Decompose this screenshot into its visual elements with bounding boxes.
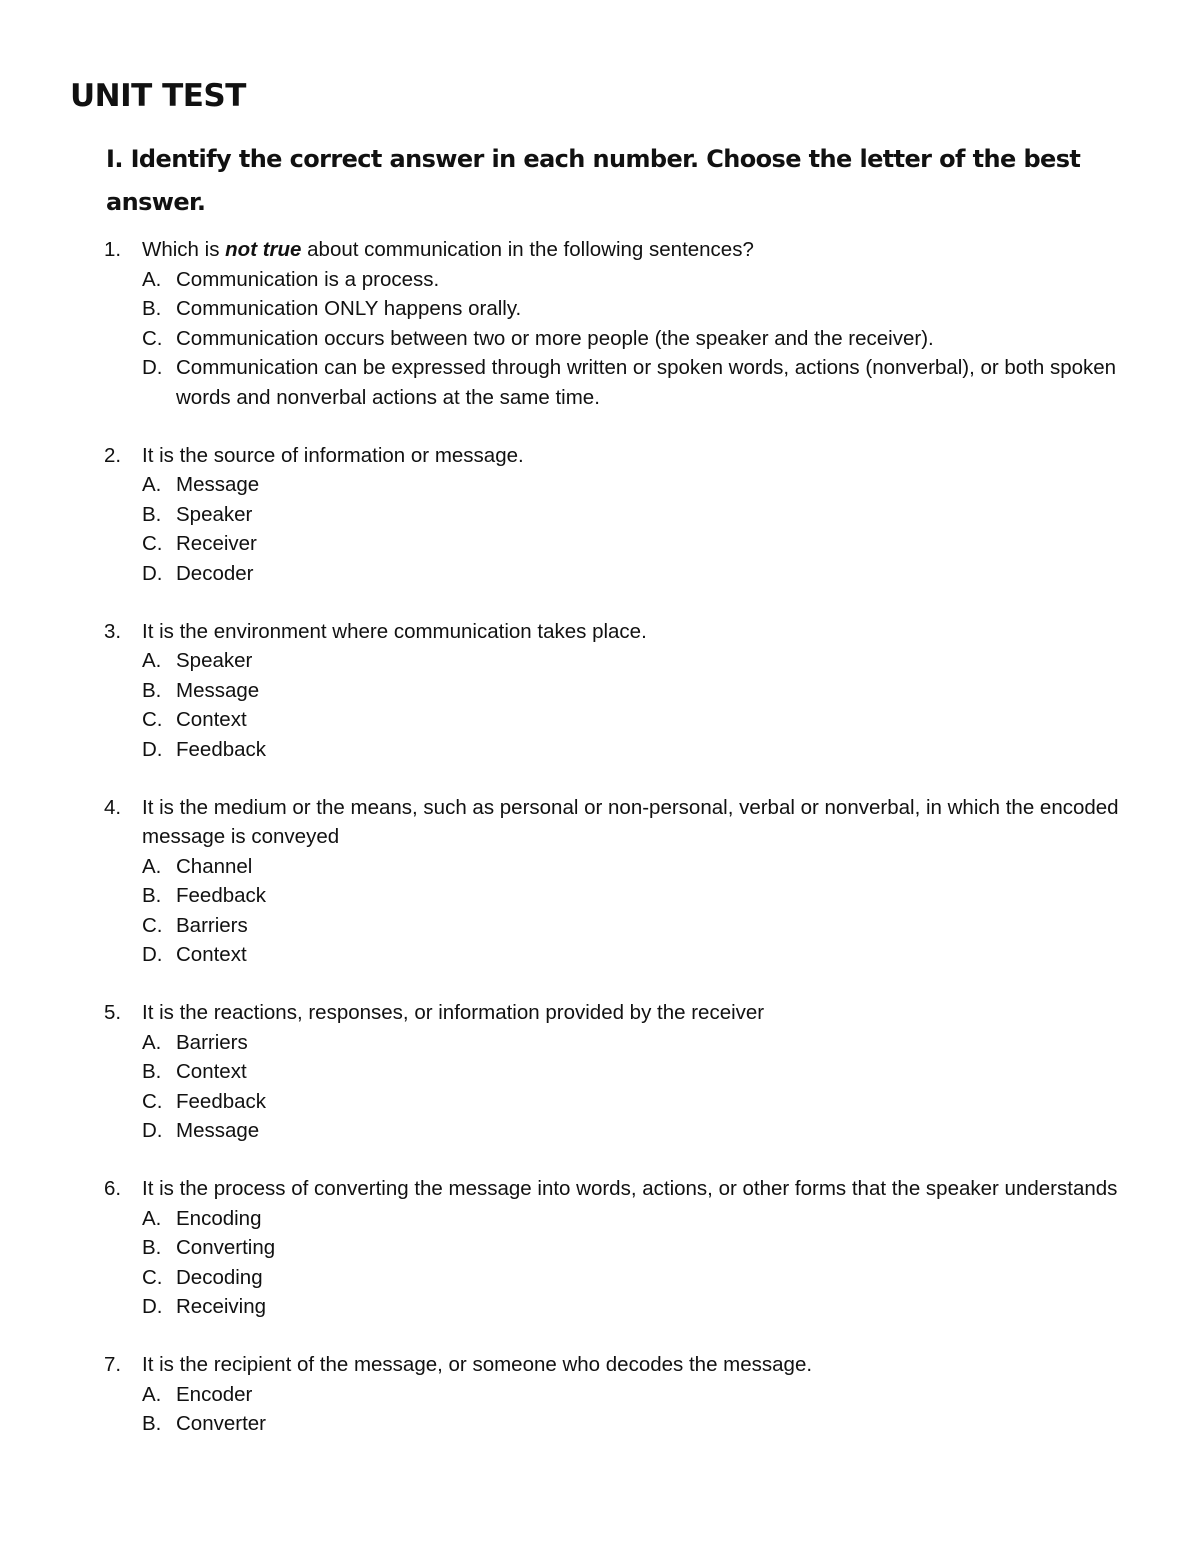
question-number: 5.: [104, 1001, 122, 1024]
option-text: Receiving: [176, 1295, 267, 1318]
option-letter: D.: [142, 943, 163, 966]
question-list: [0, 235, 1200, 1467]
option-item: [142, 1380, 1130, 1410]
option-letter: B.: [142, 297, 162, 320]
option-letter: A.: [142, 1382, 162, 1406]
option-list: [142, 470, 1130, 588]
question-text: It is the source of information or message.: [142, 443, 524, 467]
question-item: [0, 441, 1200, 589]
option-text: Context: [176, 1060, 247, 1083]
question-number: 7.: [104, 1353, 122, 1376]
question-text: It is the medium or the means, such as personal or non-personal, verbal or nonverbal, in which the encoded message is conveyed: [142, 795, 1119, 848]
option-item: [142, 1409, 1130, 1439]
option-list: [142, 852, 1130, 970]
question-number: 3.: [104, 619, 122, 643]
option-letter: A.: [142, 1030, 162, 1054]
option-letter: B.: [142, 884, 162, 907]
option-item: [142, 294, 1130, 324]
option-text: Communication can be expressed through written or spoken words, actions (nonverbal), or both spoken words and nonverbal actions at the same time.: [176, 356, 1117, 409]
option-text: Message: [176, 473, 260, 496]
option-text: Context: [176, 943, 247, 966]
question-number: 1.: [104, 238, 122, 261]
option-letter: B.: [142, 1060, 162, 1083]
option-item: [142, 353, 1130, 412]
option-letter: B.: [142, 502, 162, 526]
option-list: [142, 1380, 1130, 1439]
question-number: 2.: [104, 443, 122, 467]
option-letter: D.: [142, 1295, 163, 1318]
option-item: [142, 852, 1130, 882]
question-text-after: about communication in the following sentences?: [301, 238, 754, 261]
option-item: [142, 265, 1130, 295]
option-letter: D.: [142, 1119, 163, 1142]
option-text: Channel: [176, 854, 253, 878]
option-item: [142, 1087, 1130, 1117]
option-letter: C.: [142, 913, 163, 937]
option-letter: A.: [142, 649, 162, 672]
question-text: It is the environment where communication takes place.: [142, 619, 647, 643]
question-number: 4.: [104, 795, 122, 819]
page-title: UNIT TEST: [70, 78, 246, 114]
option-item: [142, 676, 1130, 706]
option-item: [142, 529, 1130, 559]
option-text: Feedback: [176, 884, 267, 907]
option-letter: A.: [142, 473, 162, 496]
option-item: [142, 646, 1130, 676]
option-text: Context: [176, 708, 247, 731]
option-item: [142, 500, 1130, 530]
option-item: [142, 1057, 1130, 1087]
option-item: [142, 1204, 1130, 1234]
option-letter: C.: [142, 326, 163, 350]
option-letter: B.: [142, 1412, 162, 1435]
question-text: It is the recipient of the message, or someone who decodes the message.: [142, 1353, 813, 1376]
option-item: [142, 705, 1130, 735]
question-item: [0, 793, 1200, 970]
option-item: [142, 324, 1130, 354]
option-letter: A.: [142, 854, 162, 878]
option-item: [142, 1292, 1130, 1322]
option-letter: D.: [142, 356, 163, 379]
question-item: [0, 617, 1200, 765]
option-letter: C.: [142, 532, 163, 555]
question-text: It is the reactions, responses, or information provided by the receiver: [142, 1001, 765, 1024]
option-item: [142, 559, 1130, 589]
option-list: [142, 265, 1130, 413]
option-list: [142, 646, 1130, 764]
option-text: Feedback: [176, 1089, 267, 1113]
option-text: Converting: [176, 1236, 276, 1259]
option-item: [142, 1116, 1130, 1146]
option-letter: C.: [142, 708, 163, 731]
option-letter: B.: [142, 678, 162, 702]
option-text: Decoder: [176, 561, 254, 585]
question-number: 6.: [104, 1177, 122, 1200]
option-text: Converter: [176, 1412, 267, 1435]
question-text-before: Which is: [142, 238, 226, 261]
option-text: Encoder: [176, 1382, 253, 1406]
option-text: Message: [176, 1119, 260, 1142]
question-text-emphasis: not true: [225, 238, 302, 261]
option-letter: A.: [142, 1206, 162, 1230]
question-item: [0, 235, 1200, 412]
question-item: [0, 1174, 1200, 1322]
option-text: Speaker: [176, 649, 253, 672]
option-text: Message: [176, 678, 260, 702]
option-item: [142, 470, 1130, 500]
question-item: [0, 998, 1200, 1146]
option-letter: C.: [142, 1265, 163, 1289]
question-text: It is the process of converting the message into words, actions, or other forms that the speaker understands: [142, 1177, 1118, 1200]
option-text: Communication is a process.: [176, 267, 440, 291]
option-item: [142, 881, 1130, 911]
option-text: Communication ONLY happens orally.: [176, 297, 522, 320]
question-item: [0, 1350, 1200, 1439]
option-item: [142, 940, 1130, 970]
question-text: [142, 235, 1130, 265]
option-text: Receiver: [176, 532, 257, 555]
option-list: [142, 1204, 1130, 1322]
option-letter: D.: [142, 737, 163, 761]
option-item: [142, 735, 1130, 765]
option-text: Decoding: [176, 1265, 263, 1289]
option-text: Feedback: [176, 737, 267, 761]
option-letter: B.: [142, 1236, 162, 1259]
option-text: Barriers: [176, 913, 248, 937]
option-text: Speaker: [176, 502, 253, 526]
option-item: [142, 1263, 1130, 1293]
option-item: [142, 1233, 1130, 1263]
option-item: [142, 911, 1130, 941]
option-text: Encoding: [176, 1206, 262, 1230]
option-letter: A.: [142, 267, 162, 291]
option-item: [142, 1028, 1130, 1058]
option-letter: C.: [142, 1089, 163, 1113]
option-text: Communication occurs between two or more people (the speaker and the receiver).: [176, 326, 934, 350]
test-instruction: I. Identify the correct answer in each number. Choose the letter of the best answer.: [106, 145, 1081, 216]
option-list: [142, 1028, 1130, 1146]
option-letter: D.: [142, 561, 163, 585]
option-text: Barriers: [176, 1030, 248, 1054]
